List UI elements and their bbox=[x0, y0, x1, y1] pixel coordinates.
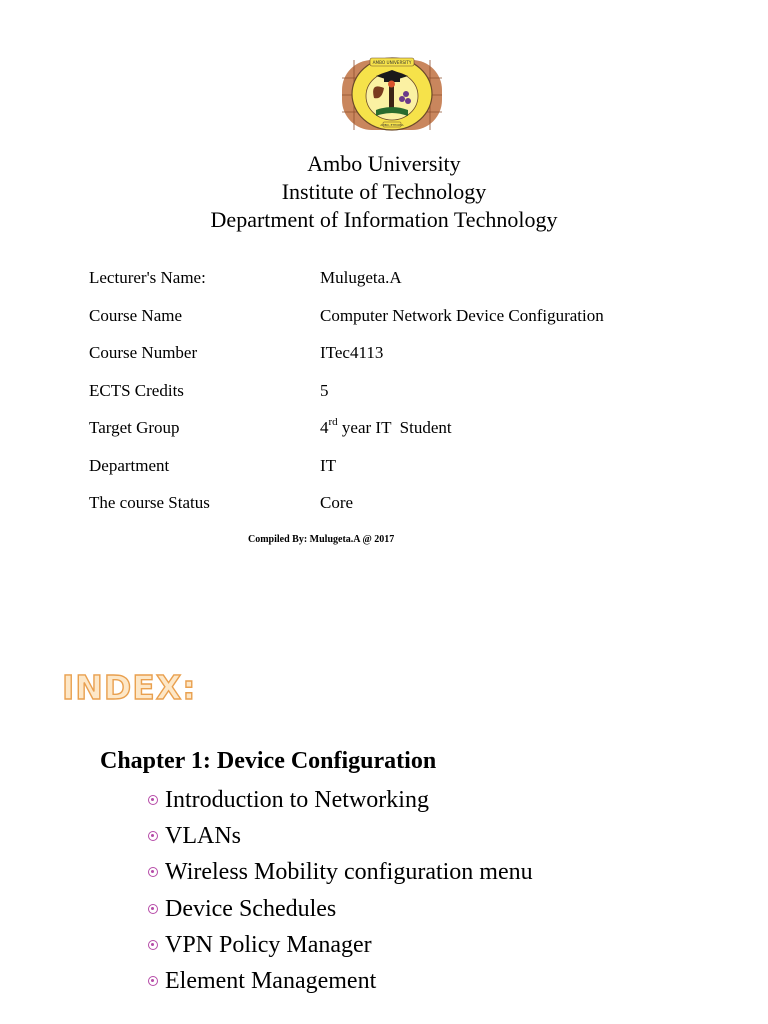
chapter-topic-list bbox=[148, 784, 533, 1001]
university-name: Ambo University bbox=[307, 151, 461, 176]
info-label: Lecturer's Name: bbox=[89, 268, 206, 287]
target-year-number: 4 bbox=[320, 418, 329, 437]
info-label: Course Name bbox=[89, 305, 183, 325]
info-value bbox=[320, 414, 452, 442]
topic-text: Device Schedules bbox=[165, 895, 337, 922]
topic-text: VLANs bbox=[165, 823, 241, 850]
topic-text: Wireless Mobility configuration menu bbox=[165, 859, 533, 886]
circle-dot-bullet-icon bbox=[148, 976, 158, 986]
info-label: The course Status bbox=[89, 493, 210, 512]
chapter-heading: Chapter 1: Device Configuration bbox=[100, 748, 437, 774]
topic-text: Introduction to Networking bbox=[165, 787, 429, 813]
info-value: 5 bbox=[320, 380, 329, 400]
department-name: Department of Information Technology bbox=[210, 207, 558, 232]
info-value: Core bbox=[320, 493, 354, 512]
circle-dot-bullet-icon bbox=[148, 867, 158, 877]
circle-dot-bullet-icon bbox=[148, 904, 158, 914]
index-title: INDEX: bbox=[62, 668, 197, 707]
circle-dot-bullet-icon bbox=[148, 795, 158, 805]
circle-dot-bullet-icon bbox=[148, 940, 158, 950]
topic-text: Element Management bbox=[165, 967, 377, 994]
info-label: ECTS Credits bbox=[89, 380, 184, 400]
ordinal-suffix: rd bbox=[328, 416, 338, 429]
svg-text:AMBO, ETHIOPIA: AMBO, ETHIOPIA bbox=[380, 123, 404, 127]
circle-dot-bullet-icon bbox=[148, 831, 158, 841]
list-item bbox=[148, 893, 533, 929]
svg-text:AMBO UNIVERSITY: AMBO UNIVERSITY bbox=[372, 60, 412, 65]
institute-name: Institute of Technology bbox=[281, 179, 487, 204]
target-group-text: year IT Student bbox=[337, 418, 452, 437]
info-label: Course Number bbox=[89, 343, 198, 362]
info-value: Computer Network Device Configuration bbox=[320, 305, 604, 325]
info-label: Target Group bbox=[89, 418, 180, 437]
topic-text: VPN Policy Manager bbox=[165, 931, 372, 958]
list-item bbox=[148, 965, 533, 1001]
compiled-by-note: Compiled By: Mulugeta.A @ 2017 bbox=[248, 534, 395, 545]
info-label: Department bbox=[89, 455, 170, 475]
info-value: IT bbox=[320, 455, 337, 475]
list-item bbox=[148, 856, 533, 892]
list-item bbox=[148, 820, 533, 856]
list-item bbox=[148, 784, 533, 820]
info-value: Mulugeta.A bbox=[320, 268, 402, 287]
info-value: ITec4113 bbox=[320, 343, 384, 362]
list-item bbox=[148, 929, 533, 965]
university-seal-icon bbox=[336, 50, 448, 136]
document-heading bbox=[0, 150, 768, 234]
